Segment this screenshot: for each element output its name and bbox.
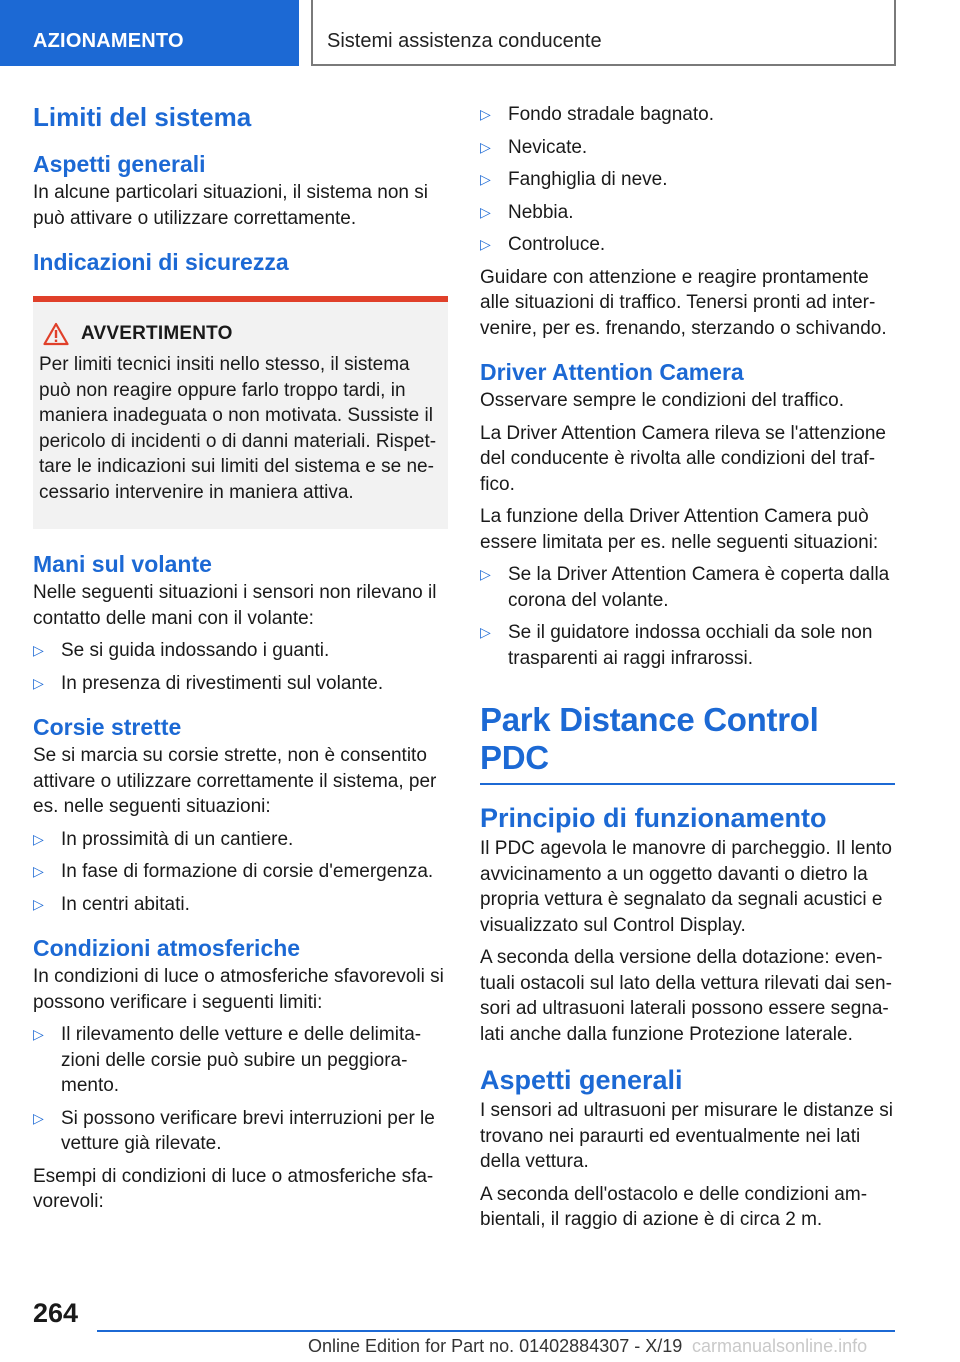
camera-text-3: La funzione della Driver Attention Camera può essere limitata per es. nelle seguenti situazioni:	[480, 506, 879, 553]
page-number: 264	[33, 1298, 79, 1328]
pdc-general-heading: Aspetti generali	[480, 1065, 683, 1095]
footer-divider	[97, 1330, 895, 1332]
bullet-triangle-icon: ▷	[480, 138, 491, 155]
warning-triangle-icon	[43, 322, 69, 346]
list-item: ▷ Nebbia.	[480, 200, 895, 226]
bullet-triangle-icon: ▷	[33, 1109, 44, 1126]
hands-text: Nelle seguenti situazioni i sensori non rilevano il contatto delle mani con il volante:	[33, 582, 437, 629]
list-item: ▷ Se il guidatore indossa occhiali da sole non trasparenti ai raggi infrarossi.	[480, 622, 873, 669]
lanes-list	[33, 827, 448, 918]
list-item: ▷ Fondo stradale bagnato.	[480, 102, 895, 128]
list-item: ▷ In centri abitati.	[33, 892, 448, 918]
bullet-triangle-icon: ▷	[480, 236, 491, 252]
principle-heading: Principio di funzionamento	[480, 803, 827, 833]
page-header	[0, 0, 960, 66]
warning-header	[39, 322, 438, 346]
list-item: ▷ In prossimità di un cantiere.	[33, 827, 448, 853]
hands-list	[33, 638, 448, 696]
left-column	[33, 100, 448, 1222]
watermark: carmanualsonline.info	[692, 1336, 868, 1356]
lanes-text: Se si marcia su corsie strette, non è consentito attivare o utilizzare correttamente il sistema, per es. nelle seguenti situazioni:	[33, 745, 437, 817]
list-item: ▷ Se la Driver Attention Camera è coperta dalla corona del volante.	[480, 564, 890, 611]
list-item: ▷ Il rilevamento delle vetture e delle delimitazioni delle corsie può subire un peggioramento.	[33, 1024, 422, 1096]
list-item: ▷ Si possono verificare brevi interruzioni per le vetture già rilevate.	[33, 1107, 435, 1154]
weather-examples: Esempi di condizioni di luce o atmosferiche sfavorevoli:	[33, 1165, 434, 1212]
list-item: ▷ Se si guida indossando i guanti.	[33, 638, 448, 664]
bullet-triangle-icon: ▷	[33, 674, 44, 691]
bullet-triangle-icon: ▷	[480, 203, 491, 220]
hands-heading: Mani sul volante	[33, 551, 212, 577]
general-text: In alcune particolari situazioni, il sistema non si può attivare o utilizzare correttamente.	[33, 182, 428, 229]
section-tab: AZIONAMENTO	[0, 0, 299, 66]
chapter-title: Sistemi assistenza conducente	[311, 0, 896, 66]
bullet-triangle-icon: ▷	[33, 863, 44, 879]
bullet-triangle-icon: ▷	[33, 830, 44, 847]
list-item: ▷ Fanghiglia di neve.	[480, 167, 895, 193]
weather-list	[33, 1022, 448, 1157]
warning-box	[33, 296, 448, 529]
bullet-triangle-icon: ▷	[480, 171, 491, 187]
warning-title: AVVERTIMENTO	[81, 323, 233, 344]
bullet-triangle-icon: ▷	[33, 1026, 44, 1042]
camera-text-1: Osservare sempre le condizioni del traffico.	[480, 390, 844, 411]
list-item: ▷ In fase di formazione di corsie d'emergenza.	[33, 859, 448, 885]
principle-text-2: A seconda della versione della dotazione: eventuali ostacoli sul lato della vettura rilevati dai sensori ad ultrasuoni laterali possono essere segnalati anche dalla funzione Protezione laterale.	[480, 947, 892, 1045]
pdc-general-text-1: I sensori ad ultrasuoni per misurare le distanze si trovano nei paraurti ed eventualmente nei lati della vettura.	[480, 1100, 893, 1172]
bullet-triangle-icon: ▷	[480, 566, 491, 582]
principle-text-1: Il PDC agevola le manovre di parcheggio. Il lento avvicinamento a un oggetto davanti o dietro la propria vettura è segnalato da segnali acustici e visualizzato sul Control Display.	[480, 838, 892, 936]
right-column	[480, 100, 895, 1240]
bullet-triangle-icon: ▷	[33, 895, 44, 912]
list-item: ▷ Nevicate.	[480, 135, 895, 161]
weather-heading: Condizioni atmosferiche	[33, 935, 301, 961]
weather-advice: Guidare con attenzione e reagire prontamente alle situazioni di traffico. Tenersi pronti ad intervenire, per es. frenando, sterzando o schivando.	[480, 266, 887, 339]
camera-text-2: La Driver Attention Camera rileva se l'attenzione del conducente è rivolta alle condizioni del traffico.	[480, 422, 886, 495]
bullet-triangle-icon: ▷	[480, 106, 491, 122]
section-title: Limiti del sistema	[33, 102, 252, 132]
weather-examples-list	[480, 102, 895, 258]
bullet-triangle-icon: ▷	[480, 624, 491, 640]
lanes-heading: Corsie strette	[33, 714, 182, 740]
pdc-title: Park Distance Control PDC	[480, 701, 895, 785]
bullet-triangle-icon: ▷	[33, 642, 44, 658]
list-item: ▷ In presenza di rivestimenti sul volante.	[33, 671, 448, 697]
safety-heading: Indicazioni di sicurezza	[33, 249, 289, 275]
list-item: ▷ Controluce.	[480, 232, 895, 258]
edition-text: Online Edition for Part no. 01402884307 - X/19	[308, 1336, 683, 1356]
camera-heading: Driver Attention Camera	[480, 359, 744, 385]
camera-list	[480, 562, 895, 671]
warning-text: Per limiti tecnici insiti nello stesso, il sistema può non reagire oppure farlo troppo tardi, in maniera inadeguata o non motivata. Sussiste il pericolo di incidenti o di danni materiali. Rispettare le indicazioni sui limiti del sistema e se necessario intervenire in maniera attiva.	[39, 354, 437, 503]
general-heading: Aspetti generali	[33, 151, 206, 177]
pdc-general-text-2: A seconda dell'ostacolo e delle condizioni ambientali, il raggio di azione è di circa 2 m.	[480, 1183, 868, 1230]
weather-text: In condizioni di luce o atmosferiche sfavorevoli si possono verificare i seguenti limiti:	[33, 966, 444, 1013]
